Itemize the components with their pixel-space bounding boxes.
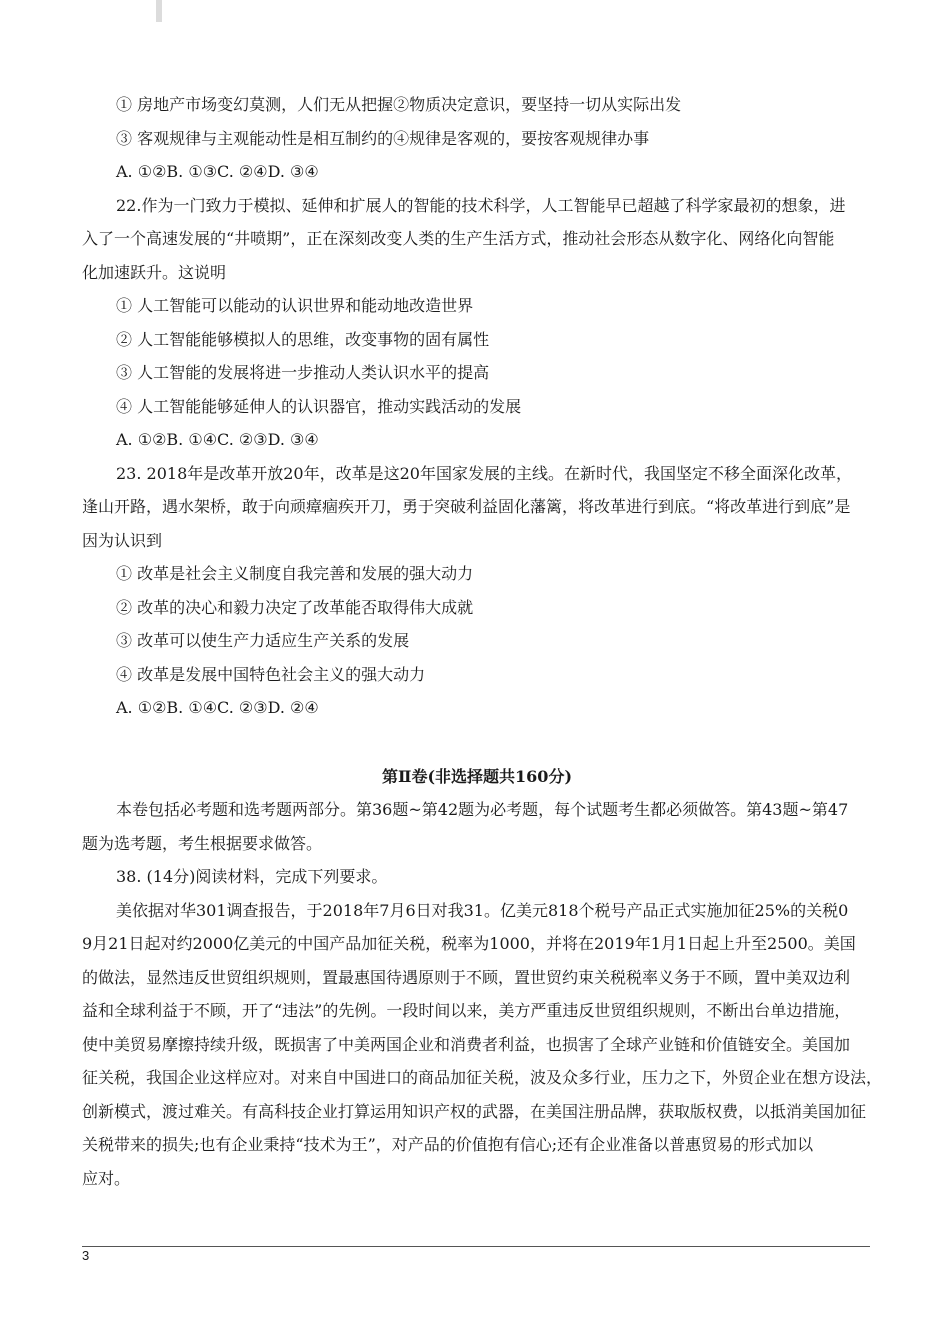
q23-option: ④ 改革是发展中国特色社会主义的强大动力: [116, 664, 426, 684]
q38-material-line: 的做法，显然违反世贸组织规则，置最惠国待遇原则于不顾，置世贸约束关税税率义务于不顾，置中美双边利: [82, 967, 851, 987]
section-title: 第Ⅱ卷(非选择题共160分): [381, 766, 573, 786]
q22-stem-line: 化加速跃升。这说明: [82, 262, 227, 282]
q23-answer-choices: A. ①②B. ①④C. ②③D. ②④: [116, 698, 319, 717]
q23-option: ② 改革的决心和毅力决定了改革能否取得伟大成就: [116, 597, 474, 617]
q38-material-line: 9月21日起对约2000亿美元的中国产品加征关税，税率为1000，并将在2019年1月1日起上升至2500。美国: [82, 934, 856, 953]
q22-answer-choices: A. ①②B. ①④C. ②③D. ③④: [116, 430, 319, 449]
q22-option: ② 人工智能能够模拟人的思维，改变事物的固有属性: [116, 329, 490, 349]
q23-stem-line: 因为认识到: [82, 530, 163, 550]
scan-corner-mark: [156, 0, 162, 22]
q23-option: ① 改革是社会主义制度自我完善和发展的强大动力: [116, 564, 474, 583]
q21-answer-choices: A. ①②B. ①③C. ②④D. ③④: [116, 162, 319, 181]
q23-stem-line: 23. 2018年是改革开放20年，改革是这20年国家发展的主线。在新时代，我国坚定不移全面深化改革，: [116, 463, 852, 483]
q38-material-line: 美依据对华301调查报告，于2018年7月6日对我31。亿美元818个税号产品正式实施加征25%的关税0: [116, 900, 849, 920]
q23-stem-line: 逢山开路，遇水架桥，敢于向顽瘴痼疾开刀，勇于突破利益固化藩篱，将改革进行到底。“将改革进行到底”是: [82, 497, 851, 516]
q22-stem-line: 22.作为一门致力于模拟、延伸和扩展人的智能的技术科学，人工智能早已超越了科学家最初的想象，进: [116, 195, 846, 215]
page-number: 3: [82, 1248, 90, 1263]
q22-option: ① 人工智能可以能动的认识世界和能动地改造世界: [116, 296, 474, 315]
q21-option-line: ③ 客观规律与主观能动性是相互制约的④规律是客观的，要按客观规律办事: [116, 128, 650, 148]
section-intro-line: 本卷包括必考题和选考题两部分。第36题~第42题为必考题，每个试题考生都必须做答。第43题~第47: [116, 800, 849, 819]
q38-material-line: 应对。: [82, 1168, 131, 1188]
q22-option: ④ 人工智能能够延伸人的认识器官，推动实践活动的发展: [116, 396, 522, 416]
q22-stem-line: 入了一个高速发展的“井喷期”，正在深刻改变人类的生产生活方式，推动社会形态从数字化、网络化向智能: [82, 229, 835, 248]
section-intro-line: 题为选考题，考生根据要求做答。: [82, 833, 323, 853]
section-spacer: [82, 725, 872, 760]
q22-option: ③ 人工智能的发展将进一步推动人类认识水平的提高: [116, 363, 490, 382]
q38-material-line: 益和全球利益于不顾，开了“违法”的先例。一段时间以来，美方严重违反世贸组织规则，不断出台单边措施，: [82, 1001, 851, 1020]
footer-divider: [82, 1246, 870, 1247]
q23-option: ③ 改革可以使生产力适应生产关系的发展: [116, 631, 410, 650]
q38-material-line: 征关税，我国企业这样应对。对来自中国进口的商品加征关税，波及众多行业，压力之下，外贸企业在想方设法，: [82, 1068, 883, 1087]
q38-material-line: 创新模式，渡过难关。有高科技企业打算运用知识产权的武器，在美国注册品牌，获取版权费，以抵消美国加征: [82, 1101, 867, 1121]
q38-header: 38. (14分)阅读材料，完成下列要求。: [116, 867, 388, 886]
q38-material-line: 关税带来的损失;也有企业秉持“技术为王”，对产品的价值抱有信心;还有企业准备以普惠贸易的形式加以: [82, 1135, 814, 1154]
q38-material-line: 使中美贸易摩擦持续升级，既损害了中美两国企业和消费者利益，也损害了全球产业链和价值链安全。美国加: [82, 1034, 851, 1054]
q21-option-line: ① 房地产市场变幻莫测，人们无从把握②物质决定意识，要坚持一切从实际出发: [116, 95, 682, 114]
page-content: [82, 88, 883, 1195]
